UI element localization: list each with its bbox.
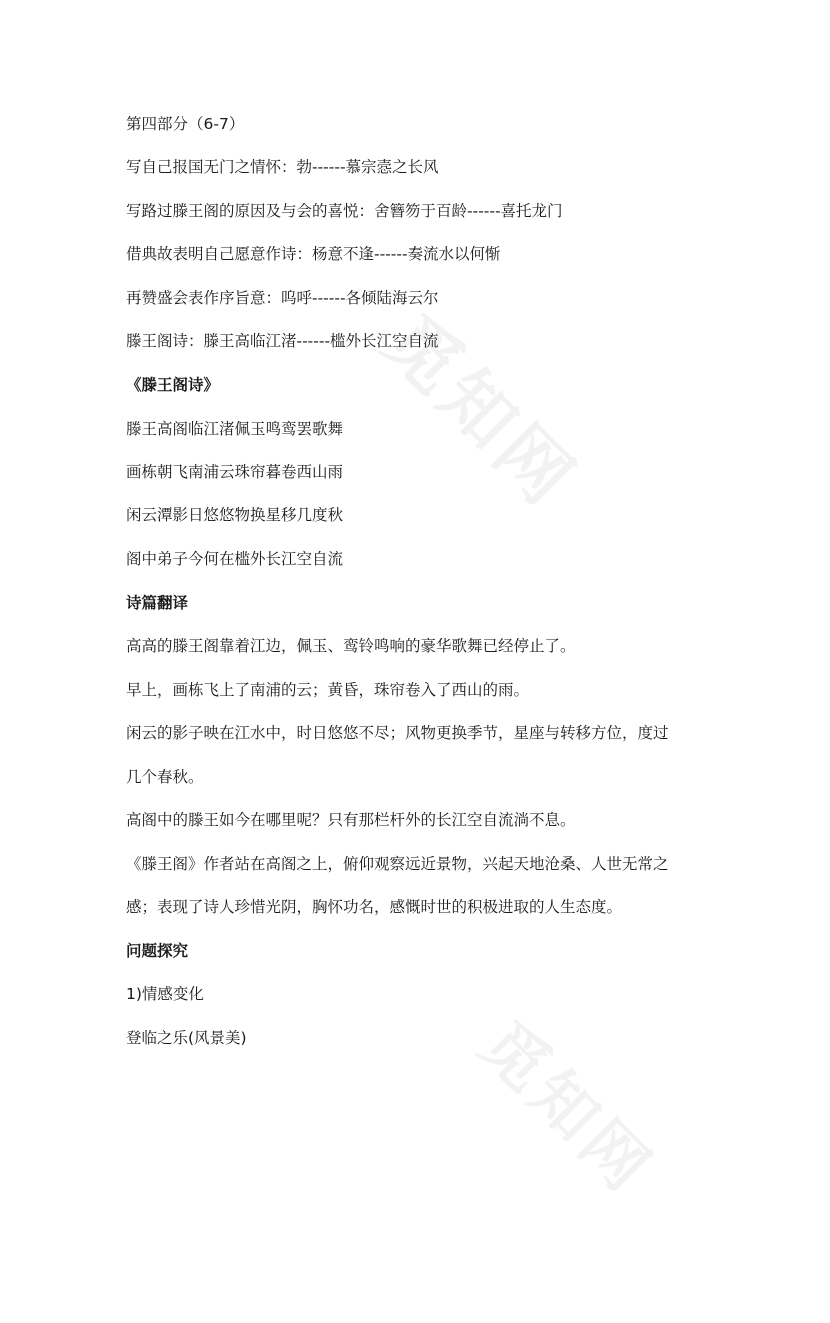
inquiry-heading: 问题探究	[126, 942, 189, 960]
list-item: 登临之乐(风景美)	[126, 1029, 247, 1047]
commentary-line: 《滕王阁》作者站在高阁之上，俯仰观察远近景物，兴起天地沧桑、人世无常之	[126, 855, 669, 873]
poem-line: 闲云潭影日悠悠物换星移几度秋	[126, 506, 344, 524]
translation-line: 闲云的影子映在江水中，时日悠悠不尽；风物更换季节，星座与转移方位，度过	[126, 724, 669, 742]
translation-line: 早上，画栋飞上了南浦的云；黄昏，珠帘卷入了西山的雨。	[126, 681, 530, 699]
text-line: 写自己报国无门之情怀：勃------慕宗悫之长风	[126, 158, 439, 176]
translation-heading: 诗篇翻译	[126, 594, 189, 612]
commentary-line: 感；表现了诗人珍惜光阴，胸怀功名，感慨时世的积极进取的人生态度。	[126, 898, 623, 916]
translation-line: 高阁中的滕王如今在哪里呢？只有那栏杆外的长江空自流淌不息。	[126, 811, 576, 829]
poem-title-heading: 《滕王阁诗》	[126, 376, 220, 394]
poem-line: 画栋朝飞南浦云珠帘暮卷西山雨	[126, 463, 344, 481]
poem-line: 阁中弟子今何在槛外长江空自流	[126, 550, 344, 568]
text-line: 滕王阁诗：滕王高临江渚------槛外长江空自流	[126, 332, 439, 350]
text-line: 借典故表明自己愿意作诗：杨意不逢------奏流水以何惭	[126, 245, 501, 263]
watermark-bottom: 觅知网	[465, 1007, 668, 1209]
translation-line: 高高的滕王阁靠着江边，佩玉、鸾铃鸣响的豪华歌舞已经停止了。	[126, 637, 576, 655]
section-heading-part-four: 第四部分（6-7）	[126, 115, 245, 133]
poem-line: 滕王高阁临江渚佩玉鸣鸾罢歌舞	[126, 420, 344, 438]
translation-line: 几个春秋。	[126, 768, 204, 786]
list-item: 1)情感变化	[126, 985, 204, 1003]
watermark: 觅知网	[368, 297, 594, 524]
text-line: 写路过滕王阁的原因及与会的喜悦：舍簪笏于百龄------喜托龙门	[126, 202, 563, 220]
text-line: 再赞盛会表作序旨意：呜呼------各倾陆海云尔	[126, 289, 439, 307]
